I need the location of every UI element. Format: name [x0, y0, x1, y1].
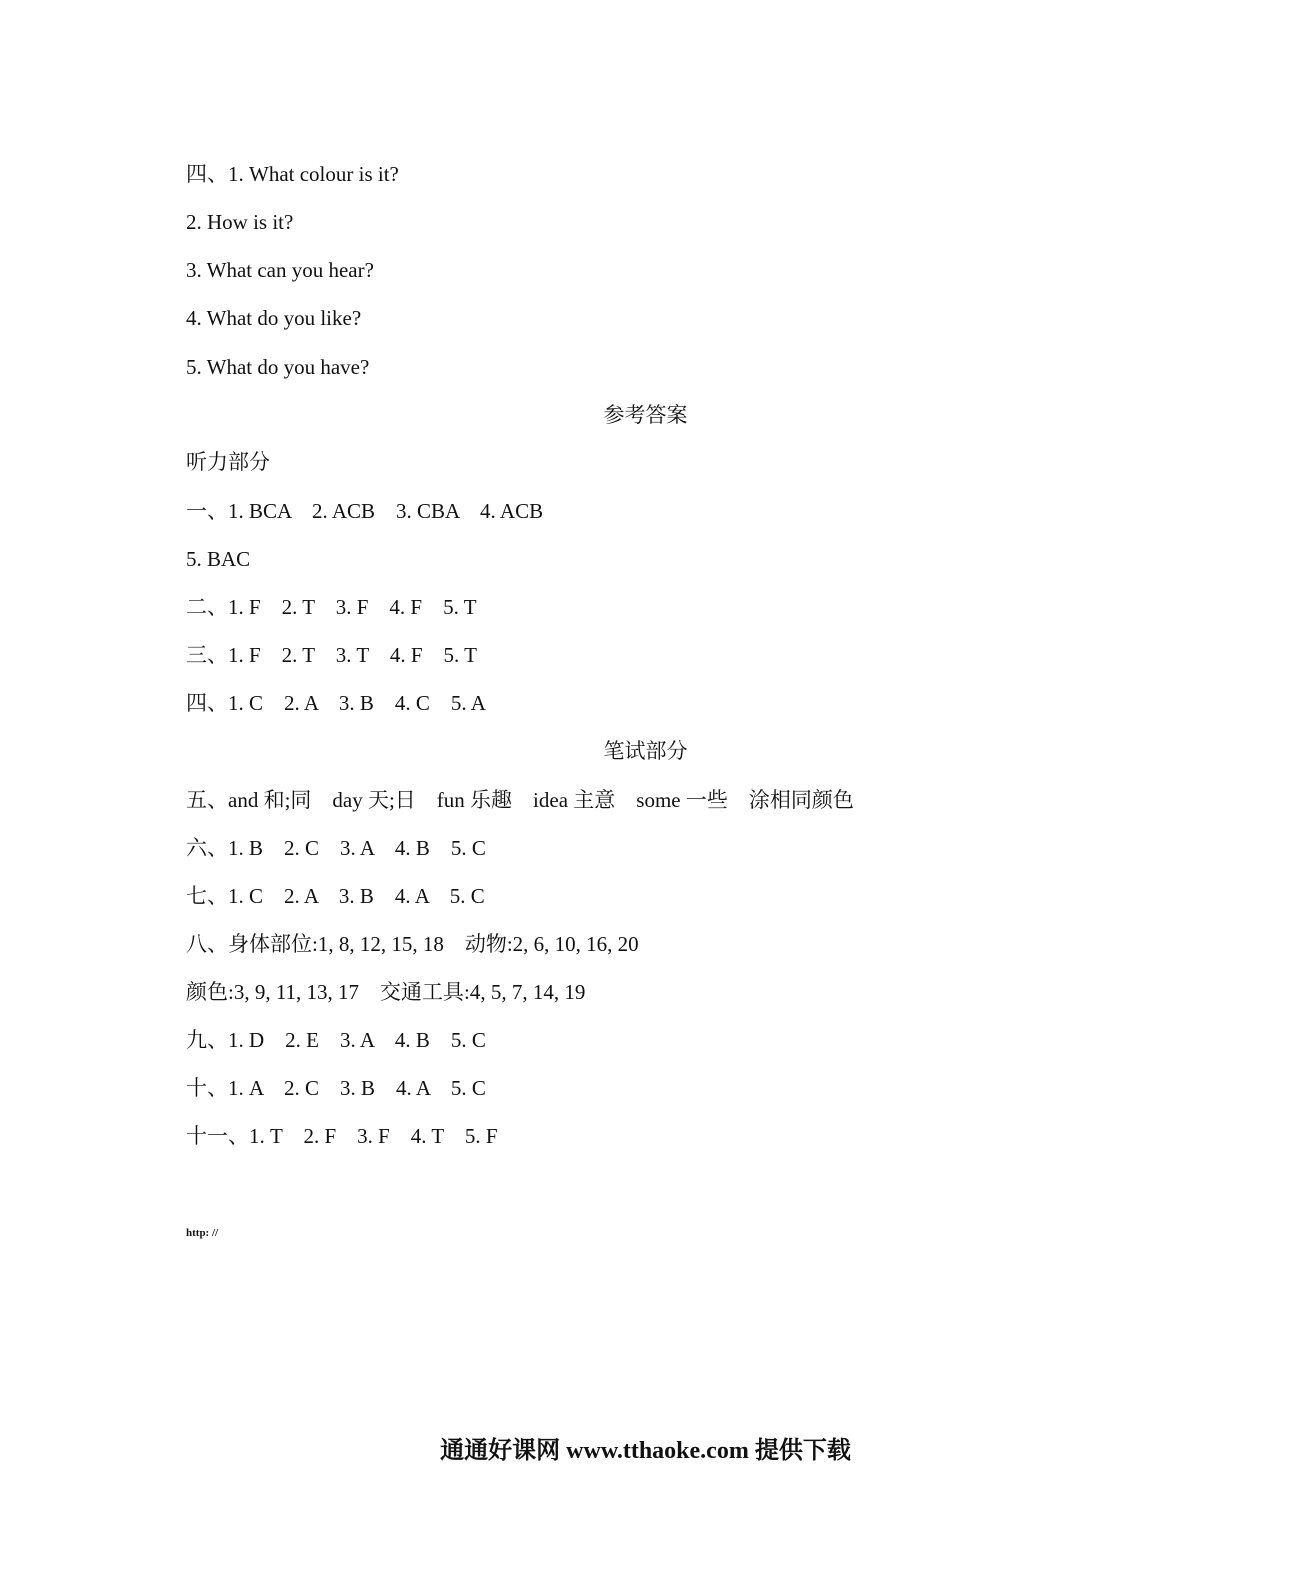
question-line-1: 四、1. What colour is it? — [186, 162, 399, 186]
listening-answer-line-1: 一、1. BCA 2. ACB 3. CBA 4. ACB — [186, 499, 544, 523]
listening-answer-line-4: 三、1. F 2. T 3. T 4. F 5. T — [186, 643, 477, 667]
footer-credit: 通通好课网 www.tthaoke.com 提供下载 — [440, 1438, 851, 1464]
written-heading: 笔试部分 — [603, 739, 688, 763]
listening-heading: 听力部分 — [186, 450, 270, 474]
written-answer-line-6: 九、1. D 2. E 3. A 4. B 5. C — [186, 1028, 486, 1052]
question-line-5: 5. What do you have? — [186, 355, 370, 379]
written-answer-line-4: 八、身体部位:1, 8, 12, 15, 18 动物:2, 6, 10, 16, 20 — [186, 932, 639, 956]
written-answer-line-7: 十、1. A 2. C 3. B 4. A 5. C — [186, 1076, 486, 1100]
question-line-3: 3. What can you hear? — [186, 258, 374, 282]
written-answer-line-3: 七、1. C 2. A 3. B 4. A 5. C — [186, 884, 485, 908]
written-answer-line-8: 十一、1. T 2. F 3. F 4. T 5. F — [186, 1124, 498, 1148]
link-text: http: // — [186, 1227, 219, 1239]
written-answer-line-2: 六、1. B 2. C 3. A 4. B 5. C — [186, 836, 486, 860]
answer-key-title: 参考答案 — [603, 403, 688, 427]
listening-answer-line-2: 5. BAC — [186, 547, 251, 571]
listening-answer-line-5: 四、1. C 2. A 3. B 4. C 5. A — [186, 691, 486, 715]
written-answer-line-5: 颜色:3, 9, 11, 13, 17 交通工具:4, 5, 7, 14, 19 — [186, 980, 586, 1004]
written-answer-line-1: 五、and 和;同 day 天;日 fun 乐趣 idea 主意 some 一些 涂相同颜色 — [186, 788, 854, 812]
question-line-2: 2. How is it? — [186, 210, 294, 234]
listening-answer-line-3: 二、1. F 2. T 3. F 4. F 5. T — [186, 595, 477, 619]
question-line-4: 4. What do you like? — [186, 306, 362, 330]
